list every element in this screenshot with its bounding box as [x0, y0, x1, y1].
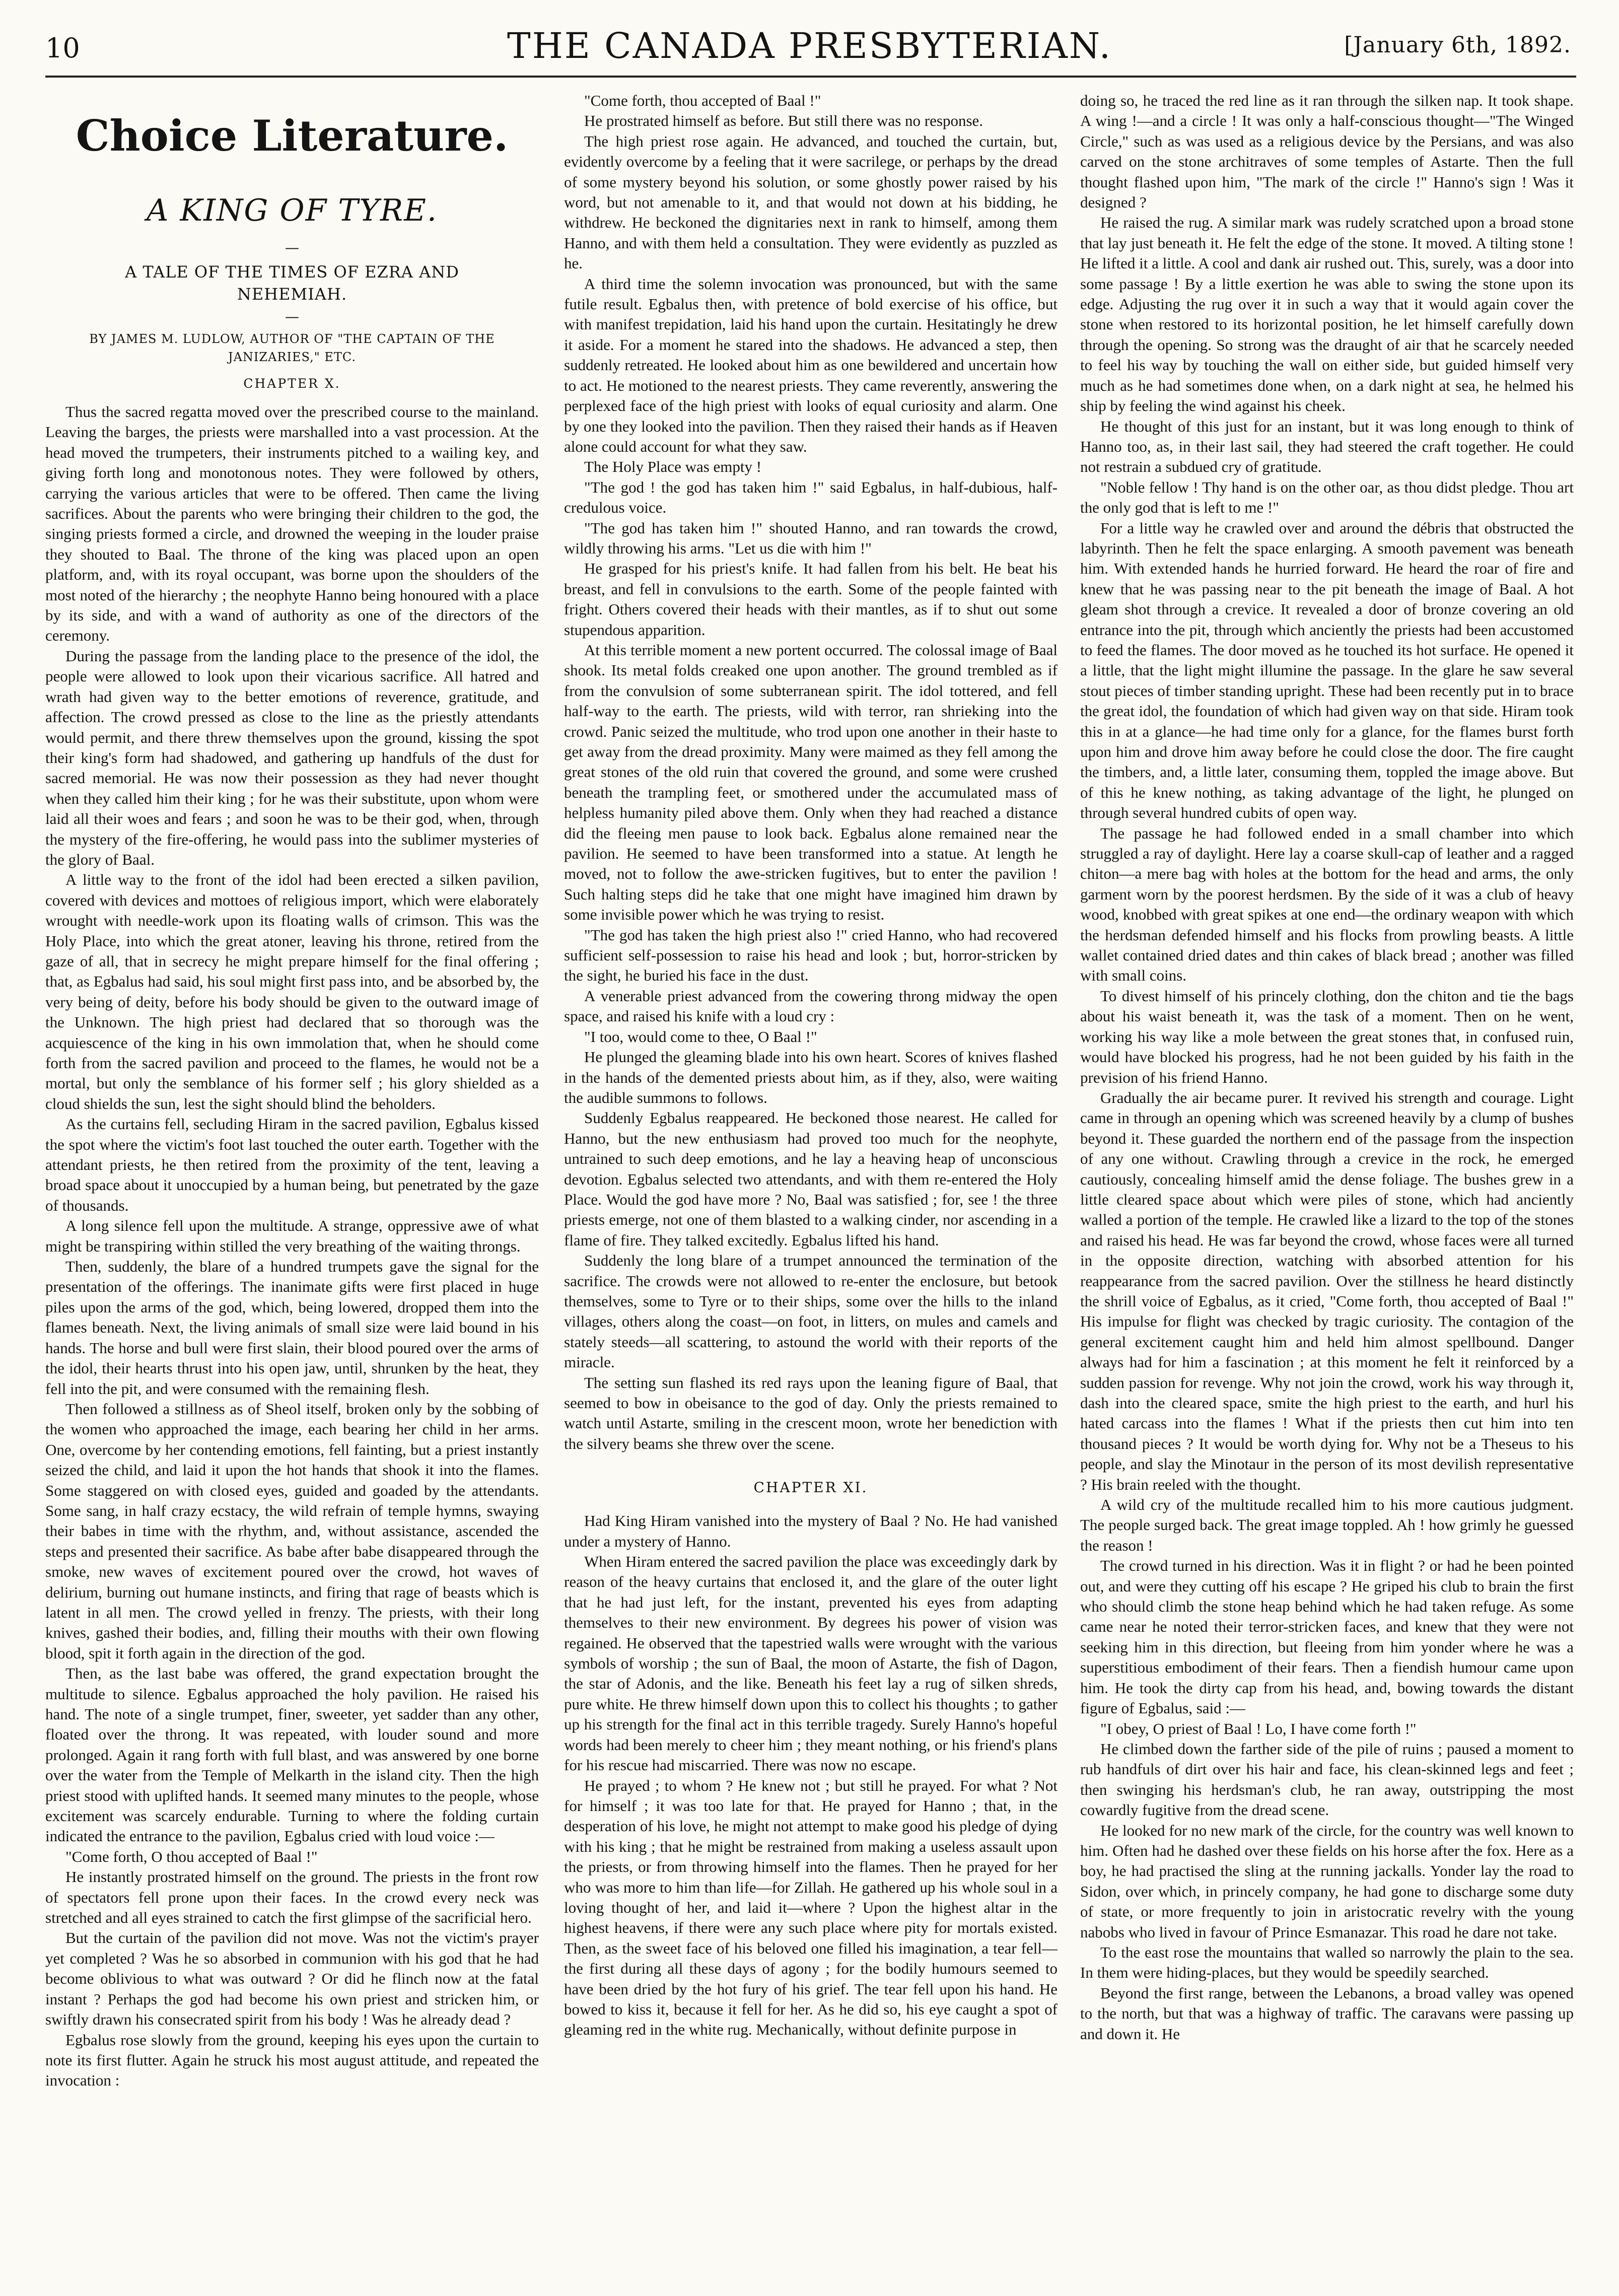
page-number: 10 — [45, 32, 80, 64]
paragraph: A little way to the front of the idol had been erected a silken pavilion, covered with devices and mottoes of religious import, which were elaborately wrought with needle-work upon its floating walls of crimson. This was the Holy Place, into which the great atoner, leaving his throne, retired from the gaze of all, that in secrecy he might prepare himself for the final offering ; that, as Egbalus had said, his soul might first pass into, and be absorbed by, the very being of deity, before his body should be given to the outward image of the Unknown. The high priest had declared that so thorough was the acquiescence of the king in his own immolation that, when he should come forth from the sacred pavilion and proceed to the flames, he would not be a mortal, but only the semblance of his former self ; his glory shielded as a cloud shields the sun, lest the sight should blind the beholders. — [45, 871, 539, 1112]
masthead-rule — [45, 76, 1576, 78]
column-2-text-continued — [564, 1511, 1058, 2040]
paragraph: The Holy Place was empty ! — [584, 458, 762, 476]
paragraph: He thought of this just for an instant, but it was long enough to think of Hanno too, as, in their last sail, they had steered the craft together. He could not restrain a subdued cry of gratitude. — [1080, 417, 1574, 476]
column-3 — [1080, 91, 1574, 2276]
paragraph: At this terrible moment a new portent occurred. The colossal image of Baal shook. Its metal folds creaked one upon another. The ground trembled as if from the convulsion of some subterranean spirit. The idol tottered, and fell half-way to the earth. The priests, wild with terror, ran shrieking into the crowd. Panic seized the multitude, who trod upon one another in their haste to get away from the dread proximity. Many were maimed as they fell among the great stones of the old ruin that covered the ground, and some were crushed beneath the trampling feet, or smothered under the accumulated mass of helpless humanity piled above them. Only when they had reached a distance did the fleeing men pause to look back. Egbalus alone remained near the pavilion. He seemed to have been transformed into a statue. At length he moved, not to follow the awe-stricken fugitives, but to enter the pavilion ! Such halting steps did he take that one might have imagined him drawn by some invisible power which he was trying to resist. — [564, 641, 1058, 924]
paragraph: "Noble fellow ! Thy hand is on the other oar, as thou didst pledge. Thou art the only god that is left to me !" — [1080, 478, 1574, 517]
paragraph: Suddenly the long blare of a trumpet announced the termination of the sacrifice. The crowds were not allowed to re-enter the enclosure, but betook themselves, some to Tyre or to their ships, some over the hills to the inland villages, others along the coast—on foot, in litters, on mules and camels and stately steeds—all scattering, to astound the world with their reports of the miracle. — [564, 1251, 1058, 1371]
paragraph: Then, as the last babe was offered, the grand expectation brought the multitude to silence. Egbalus approached the holy pavilion. He raised his hand. The note of a single trumpet, finer, sweeter, yet sadder than any other, floated over the throng. It was repeated, with louder sound and more prolonged. Again it rang forth with full blast, and was answered by one borne over the water from the Temple of Melkarth in the island city. Then the high priest stood with uplifted hands. It seemed many minutes to the people, whose excitement was scarcely endurable. Turning to where the folding curtain indicated the entrance to the pavilion, Egbalus cried with loud voice :— — [45, 1664, 539, 1845]
paragraph: "I obey, O priest of Baal ! Lo, I have come forth !" — [1100, 1719, 1417, 1737]
paragraph: "I too, would come to thee, O Baal !" — [584, 1027, 817, 1046]
paragraph: Gradually the air became purer. It revived his strength and courage. Light came in through an opening which was screened heavily by a clump of bushes beyond it. These guarded the northern end of the passage from the inspection of any one without. Crawling through a crevice in the rock, he emerged cautiously, concealing himself amid the dense foliage. The bushes grew in a little cleared space about which were piles of stone, which had anciently walled a portion of the temple. He crawled like a lizard to the top of the stones and raised his head. He was far beyond the crowd, whose faces were all turned in the opposite direction, watching with absorbed attention for his reappearance from the sacred pavilion. Over the stillness he heard distinctly the shrill voice of Egbalus, as it cried, "Come forth, thou accepted of Baal !" His impulse for flight was checked by tragic curiosity. The contagion of the general excitement caught him and held him almost spellbound. Danger always had for him a fascination ; at this moment he felt it reinforced by a sudden passion for revenge. Why not join the crowd, work his way through it, dash into the cleared space, smite the high priest to the earth, and hurl his hated carcass into the flames ! What if the priests then cut him into ten thousand pieces ? It would be worth dying for. Why not be a Theseus to his people, and slay the Minotaur in the person of its most devilish representative ? His brain reeled with the thought. — [1080, 1088, 1574, 1493]
paragraph: He looked for no new mark of the circle, for the country was well known to him. Often had he dashed over these fields on his horse after the fox. Here as a boy, he had practised the sling at the running jackalls. Yonder lay the road to Sidon, over which, in princely company, he had gone to discharge some duty of state, or more frequently to join in aristocratic revelry with the young nabobs who lived in favour of Prince Esmanazar. This road he dare not take. — [1080, 1821, 1574, 1941]
paragraph: "Come forth, O thou accepted of Baal !" — [65, 1847, 318, 1865]
paragraph: Thus the sacred regatta moved over the prescribed course to the mainland. Leaving the barges, the priests were marshalled into a vast procession. At the head moved the trumpeters, their instruments pitched to a wailing key, and giving forth long and monotonous notes. They were followed by others, carrying the various articles that were to be offered. Then came the living sacrifices. About the parents who were bringing their children to the god, the singing priests formed a circle, and drowned the weeping in the louder praise they shouted to Baal. The throne of the king was placed upon an open platform, and, with its royal occupant, was borne upon the shoulders of the most noted of the hierarchy ; the neophyte Hanno being honoured with a place by its side, and with a wand of authority as one of the directors of the ceremony. — [45, 403, 539, 645]
paragraph: Egbalus rose slowly from the ground, keeping his eyes upon the curtain to note its first flutter. Again he struck his most august attitude, and repeated the invocation : — [45, 2031, 539, 2090]
paragraph: As the curtains fell, secluding Hiram in the sacred pavilion, Egbalus kissed the spot where the victim's foot last touched the outer earth. Together with the attendant priests, he then retired from the proximity of the tent, leaving a broad space about it unoccupied by a human being, but penetrated by the gaze of thousands. — [45, 1115, 539, 1214]
paragraph: He plunged the gleaming blade into his own heart. Scores of knives flashed in the hands of the demented priests about him, as if they, also, were waiting the audible summons to follows. — [564, 1048, 1058, 1106]
paragraph: The passage he had followed ended in a small chamber into which struggled a ray of daylight. Here lay a coarse skull-cap of leather and a ragged chiton—a mere bag with holes at the bottom for the head and arms, the only garment worn by the poorest herdsmen. By the side of it was a club of heavy wood, knobbed with great spikes at one end—the ordinary weapon with which the herdsman defended himself and his flocks from prowling beasts. A little wallet contained dried dates and thin cakes of black bread ; another was filled with small coins. — [1080, 824, 1574, 985]
paragraph: To divest himself of his princely clothing, don the chiton and tie the bags about his waist beneath it, was the task of a moment. Then on he went, working his way like a mole between the great stones that, in confused ruin, would have blocked his progress, had he not been guided by his faith in the prevision of his friend Hanno. — [1080, 987, 1574, 1086]
paragraph: The high priest rose again. He advanced, and touched the curtain, but, evidently overcome by a feeling that it were sacrilege, or perhaps by the dread of some mystery beyond his solution, or some ghostly power raised by his word, but not amenable to it, and that would not down at his bidding, he withdrew. He beckoned the dignitaries next in rank to himself, among them Hanno, and with them held a consultation. They were evidently as puzzled as he. — [564, 132, 1058, 272]
paragraph: When Hiram entered the sacred pavilion the place was exceedingly dark by reason of the heavy curtains that enclosed it, and the glare of the outer light that he had just left, for the instant, prevented his eyes from adapting themselves to their new environment. By degrees his power of vision was regained. He observed that the tapestried walls were wrought with the various symbols of worship ; the sun of Baal, the moon of Astarte, the fish of Dagon, the star of Adonis, and the like. Beneath his feet lay a rug of silken shreds, pure white. He threw himself down upon this to collect his thoughts ; to gather up his strength for the final act in this terrible tragedy. Surely Hanno's hopeful words had been merely to cheer him ; they meant nothing, or his friend's plans for his rescue had miscarried. There was now no escape. — [564, 1553, 1058, 1774]
story-title: A KING OF TYRE. — [147, 193, 438, 228]
paragraph: To the east rose the mountains that walled so narrowly the plain to the sea. In them were hiding-places, but they would be speedily searched. — [1080, 1943, 1574, 1982]
paragraph: "The god ! the god has taken him !" said Egbalus, in half-dubious, half-credulous voice. — [564, 478, 1058, 517]
paragraph: A venerable priest advanced from the cowering throng midway the open space, and raised his knife with a loud cry : — [564, 987, 1058, 1025]
section-heading: Choice Literature. — [76, 111, 509, 161]
paragraph: Then followed a stillness as of Sheol itself, broken only by the sobbing of the women who approached the image, each bearing her child in her arms. One, overcome by her contending emotions, fell fainting, but a priest instantly seized the child, and laid it upon the hot hands that shook it into the flames. Some staggered on with closed eyes, guided and goaded by the attendants. Some sang, in half crazy ecstacy, the wild refrain of temple hymns, swaying their babes in time with the rhythm, and, without assistance, ascended the steps and presented their sacrifice. As babe after babe disappeared through the smoke, new waves of excitement poured over the crowd, hot waves of delirium, burning out humane instincts, and firing that rage of beasts which is latent in all men. The crowd yelled in frenzy. The priests, with their long knives, gashed their bodies, and, filling their mouths with their own flowing blood, spit it forth again in the direction of the god. — [45, 1400, 539, 1662]
chapter-heading: CHAPTER XI. — [753, 1479, 868, 1496]
column-2 — [564, 91, 1058, 2276]
paragraph: doing so, he traced the red line as it ran through the silken nap. It took shape. A wing !—and a circle ! It was only a half-conscious thought—"The Winged Circle," such as was used as a religious device by the Persians, and was also carved on the stone architraves of some temples of Astarte. Then the full thought flashed upon him, "The mark of the circle !" Hanno's sign ! Was it designed ? — [1080, 92, 1574, 212]
paragraph: For a little way he crawled over and around the débris that obstructed the labyrinth. Then he felt the space enlarging. A smooth pavement was beneath him. With extended hands he hurried forward. He heard the roar of fire and knew that he was passing near to the pit beneath the image of Baal. A hot gleam shot through a crevice. It revealed a door of bronze covering an old entrance into the pit, through which anciently the priests had been accustomed to feed the flames. The door moved as he touched its hot surface. He opened it a little, that the light might illumine the passage. In the glare he saw several stout pieces of timber standing upright. These had been recently put in to brace the great idol, the foundation of which had given way on that side. Hiram took this in at a glance—he had time only for a glance, for the flames burst forth upon him and drove him away before he could close the door. The fire caught the timbers, and, a little later, consuming them, toppled the image above. But of this he knew nothing, as taking advantage of the light, he plunged on through several hundred cubits of open way. — [1080, 519, 1574, 822]
column-2-text — [564, 91, 1058, 1454]
paragraph: Beyond the first range, between the Lebanons, a broad valley was opened to the north, but that was a highway of traffic. The caravans were passing up and down it. He — [1080, 1984, 1574, 2043]
paragraph: The crowd turned in his direction. Was it in flight ? or had he been pointed out, and were they cutting off his escape ? He griped his club to brain the first who should climb the stone heap behind which he had taken refuge. As some came near he noted their terror-stricken faces, and knew that they were not seeking him in this direction, but fleeing from him yonder where he was a superstitious embodiment of their fears. Then a fiendish humour came upon him. He took the dirty cap from his head, and, bowing towards the distant figure of Egbalus, said :— — [1080, 1557, 1574, 1717]
story-byline: BY JAMES M. LUDLOW, AUTHOR OF "THE CAPTAIN OF THE JANIZARIES," ETC. — [89, 332, 495, 364]
paragraph: But the curtain of the pavilion did not move. Was not the victim's prayer yet completed ? Was he so absorbed in communion with his god that he had become oblivious to what was outward ? Or did he flinch now at the fatal instant ? Perhaps the god had become his own priest and stricken him, or swiftly drawn his consecrated spirit from his body ! Was he already dead ? — [45, 1929, 539, 2029]
paragraph: A third time the solemn invocation was pronounced, but with the same futile result. Egbalus then, with pretence of bold exercise of his office, but with manifest trepidation, laid his hand upon the curtain. Hesitatingly he drew it aside. For a moment he stared into the shadows. He advanced a step, then suddenly retreated. He looked about him as one bewildered and uncertain how to act. He motioned to the nearest priests. They came reverently, answering the perplexed face of the high priest with looks of equal curiosity and alarm. One by one they looked into the pavilion. Then they raised their hands as if Heaven alone could account for what they saw. — [564, 274, 1058, 455]
subtitle-divider: — — [285, 308, 299, 325]
paragraph: Had King Hiram vanished into the mystery of Baal ? No. He had vanished under a mystery of Hanno. — [564, 1512, 1058, 1550]
column-3-text — [1080, 91, 1574, 2044]
paragraph: "Come forth, thou accepted of Baal !" — [584, 92, 821, 109]
masthead — [0, 0, 1619, 76]
newspaper-title: THE CANADA PRESBYTERIAN. — [507, 25, 1112, 66]
paragraph: A wild cry of the multitude recalled him to his more cautious judgment. The people surged back. The great image toppled. Ah ! how grimly he guessed the reason ! — [1080, 1496, 1574, 1554]
issue-date: [January 6th, 1892. — [1344, 32, 1571, 58]
paragraph: He grasped for his priest's knife. It had fallen from his belt. He beat his breast, and fell in convulsions to the earth. Some of the people fainted with fright. Others covered their heads with their mantles, as if to shut out some stupendous apparition. — [564, 560, 1058, 639]
paragraph: He instantly prostrated himself on the ground. The priests in the front row of spectators fell prone upon their faces. In the crowd every neck was stretched and all eyes strained to catch the first glimpse of the sacrificial hero. — [45, 1868, 539, 1927]
paragraph: The setting sun flashed its red rays upon the leaning figure of Baal, that seemed to bow in obeisance to the god of day. Only the priests remained to watch until Astarte, smiling in the crescent moon, wrote her benediction with the silvery beams she threw over the scene. — [564, 1373, 1058, 1452]
paragraph: Suddenly Egbalus reappeared. He beckoned those nearest. He called for Hanno, but the new enthusiasm had proved too much for the neophyte, untrained to such deep emotions, and he lay a heaving heap of unconscious devotion. Egbalus selected two attendants, and with them re-entered the Holy Place. Would the god have more ? No, Baal was satisfied ; for, see ! the three priests emerge, not one of them blasted to a walking cinder, nor ascending in a flame of fire. They talked excitedly. Egbalus lifted his hand. — [564, 1109, 1058, 1249]
paragraph: He prayed ; to whom ? He knew not ; but still he prayed. For what ? Not for himself ; it was too late for that. He prayed for Hanno ; that, in the desperation of his love, he might not attempt to make good his pledge of dying with his king ; that he might be restrained from making a useless assault upon the priests, or from throwing himself into the flames. Then he prayed for her who was more to him than life—for Zillah. He gathered up his whole soul in a loving thought of her, and laid it—where ? Upon the highest altar in the highest heavens, if there were any such place where pity for mortals existed. Then, as the sweet face of his beloved one filled his imagination, a tear fell—the first during all these days of agony ; for the bodily humours seemed to have been dried by the hot fury of his grief. The tear fell upon his hand. He bowed to kiss it, because it fell for her. As he did so, his eye caught a spot of gleaming red in the white rug. Mechanically, without definite purpose in — [564, 1776, 1058, 2039]
column-1-text — [45, 402, 539, 2091]
title-divider: — — [285, 239, 299, 256]
paragraph: "The god has taken the high priest also !" cried Hanno, who had recovered sufficient self-possession to raise his head and look ; but, horror-stricken by the sight, he buried his face in the dust. — [564, 926, 1058, 985]
paragraph: Then, suddenly, the blare of a hundred trumpets gave the signal for the presentation of the offerings. The inanimate gifts were first placed in huge piles upon the arms of the god, which, being lowered, dropped them into the flames beneath. Next, the living animals of small size were laid bound in his hands. The horse and bull were first slain, their blood poured over the arms of the idol, their hearts thrust into his open jaw, until, shrunken by the heat, they fell into the pit, and were consumed with the remaining flesh. — [45, 1258, 539, 1398]
paragraph: A long silence fell upon the multitude. A strange, oppressive awe of what might be transpiring within stilled the very breathing of the waiting throngs. — [45, 1217, 539, 1255]
paragraph: He climbed down the farther side of the pile of ruins ; paused a moment to rub handfuls of dirt over his hair and face, his clean-skinned legs and feet ; then swinging his herdsman's club, he ran away, outstripping the most cowardly fugitive from the dread scene. — [1080, 1740, 1574, 1819]
paragraph: He raised the rug. A similar mark was rudely scratched upon a broad stone that lay just beneath it. He felt the edge of the stone. It moved. A tilting stone ! He lifted it a little. A cool and dank air rushed out. This, surely, was a door into some passage ! By a little exertion he was able to swing the stone upon its edge. Adjusting the rug over it in such a way that it would again cover the stone when restored to its horizontal position, he let himself carefully down through the opening. So strong was the draught of air that he scarcely needed to feel his way by touching the wall on either side, but guided himself very much as he had sometimes done when, on a dark night at sea, he helmed his ship by feeling the wind against his cheek. — [1080, 214, 1574, 415]
story-subtitle: A TALE OF THE TIMES OF EZRA AND NEHEMIAH. — [125, 262, 459, 304]
paragraph: He prostrated himself as before. But still there was no response. — [584, 112, 983, 130]
chapter-heading: CHAPTER X. — [243, 376, 341, 391]
column-1 — [45, 91, 539, 2276]
paragraph: "The god has taken him !" shouted Hanno, and ran towards the crowd, wildly throwing his arms. "Let us die with him !" — [564, 519, 1058, 557]
paragraph: During the passage from the landing place to the presence of the idol, the people were allowed to look upon their vicarious sacrifice. All hatred and wrath had given way to the better emotions of reverence, gratitude, and affection. The crowd pressed as close to the line as the priestly attendants would permit, and there threw themselves upon the ground, kissing the spot their king's form had shadowed, and gathering up handfuls of the dust for sacred memorial. He was now their possession as they had never thought when they called him their king ; for he was their substitute, upon whom were laid all their woes and fears ; and soon he was to be their god, when, through the mystery of the fire-offering, he would pass into the sublimer mysteries of the glory of Baal. — [45, 647, 539, 868]
